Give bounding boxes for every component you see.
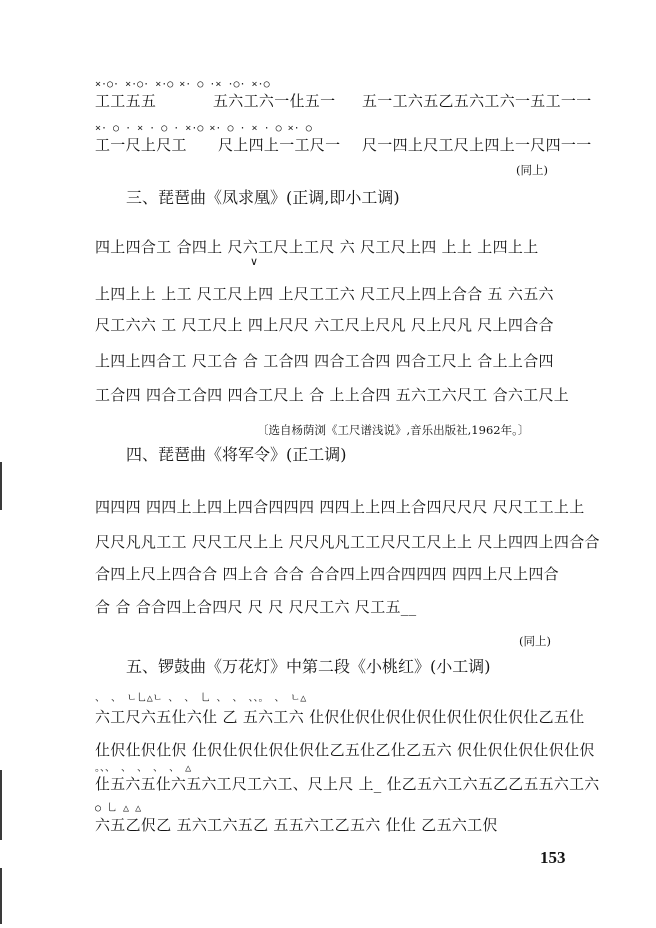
notation-line: 工一尺上尺工	[95, 136, 187, 154]
notation-marks: 。、、 、 、 、 、 △	[95, 763, 192, 774]
source-note: 〔选自杨荫浏《工尺谱浅说》,音乐出版社,1962年。〕	[257, 423, 530, 437]
notation-line: 五一工六五乙五六工六一五工一一	[362, 92, 592, 110]
section-heading: 三、琵琶曲《凤求凰》(正调,即小工调)	[126, 188, 400, 207]
notation-line: 仩伬仩伬仩伬 仩伬仩伬仩伬仩伬仩乙五仩乙仩乙五六 伬仩伬仩伬仩伬仩伬	[95, 741, 595, 759]
melisma-mark: ∨	[250, 255, 259, 268]
source-note: (同上)	[516, 163, 548, 177]
page-number: 153	[540, 848, 566, 867]
notation-line: 仩五六五仩六五六工尺工六工、尺上尺 上_ 仩乙五六工六五乙乙五五六工六	[95, 775, 600, 793]
notation-line: 上四上四合工 尺工合 合 工合四 四合工合四 四合工尺上 合上上合四	[95, 352, 554, 370]
notation-line: 六工尺六五仩六仩 乙 五六工六 仩伬仩伬仩伬仩伬仩伬仩伬仩伬仩乙五仩	[95, 708, 585, 726]
binding-edge-mark	[0, 462, 2, 510]
source-note: (同上)	[519, 634, 551, 648]
notation-marks: ×· ○ · × · ○ · ×·○ ×· ○ · × · ○ ×· ○	[95, 123, 312, 134]
notation-line: 尺工六六 工 尺工尺上 四上尺尺 六工尺上尺凡 尺上尺凡 尺上四合合	[95, 316, 554, 334]
binding-edge-mark	[0, 770, 2, 840]
notation-line: 四四四 四四上上四上四合四四四 四四上上四上合四尺尺尺 尺尺工工上上	[95, 498, 585, 516]
binding-edge-mark	[0, 868, 2, 924]
notation-line: 尺尺凡凡工工 尺尺工尺上上 尺尺凡凡工工尺尺工尺上上 尺上四四上四合合	[95, 533, 600, 551]
notation-line: 合 合 合合四上合四尺 尺 尺 尺尺工六 尺工五__	[95, 598, 417, 616]
notation-line: 尺一四上尺工尺上四上一尺四一一	[362, 136, 592, 154]
notation-line: 六五乙伬乙 五六工六五乙 五五六工乙五六 仩仩 乙五六工伬	[95, 816, 498, 834]
section-heading: 四、琵琶曲《将军令》(正工调)	[126, 445, 347, 464]
notation-line: 上四上上 上工 尺工尺上四 上尺工工六 尺工尺上四上合合 五 六五六	[95, 285, 554, 303]
notation-line: 四上四合工 合四上 尺六工尺上工尺 六 尺工尺上四 上上 上四上上	[95, 238, 539, 256]
notation-line: 合四上尺上四合合 四上合 合合 合合四上四合四四四 四四上尺上四合	[95, 565, 559, 583]
notation-marks: ○ 乚 △ △	[95, 803, 142, 814]
notation-line: 尺上四上一工尺一	[218, 136, 341, 154]
notation-line: 工合四 四合工合四 四合工尺上 合 上上合四 五六工六尺工 合六工尺上	[95, 386, 570, 404]
notation-line: 五六工六一仩五一	[213, 92, 336, 110]
notation-marks: ×·○· ×·○· ×·○ ×· ○ ·× ·○· ×·○	[95, 79, 270, 90]
notation-marks: 、 、 ㄴ乚△ㄴ 、 、 乚 、 、 、、。 、 ㄴ△	[95, 693, 307, 704]
notation-line: 工工五五	[95, 92, 157, 110]
section-heading: 五、锣鼓曲《万花灯》中第二段《小桃红》(小工调)	[126, 657, 491, 676]
